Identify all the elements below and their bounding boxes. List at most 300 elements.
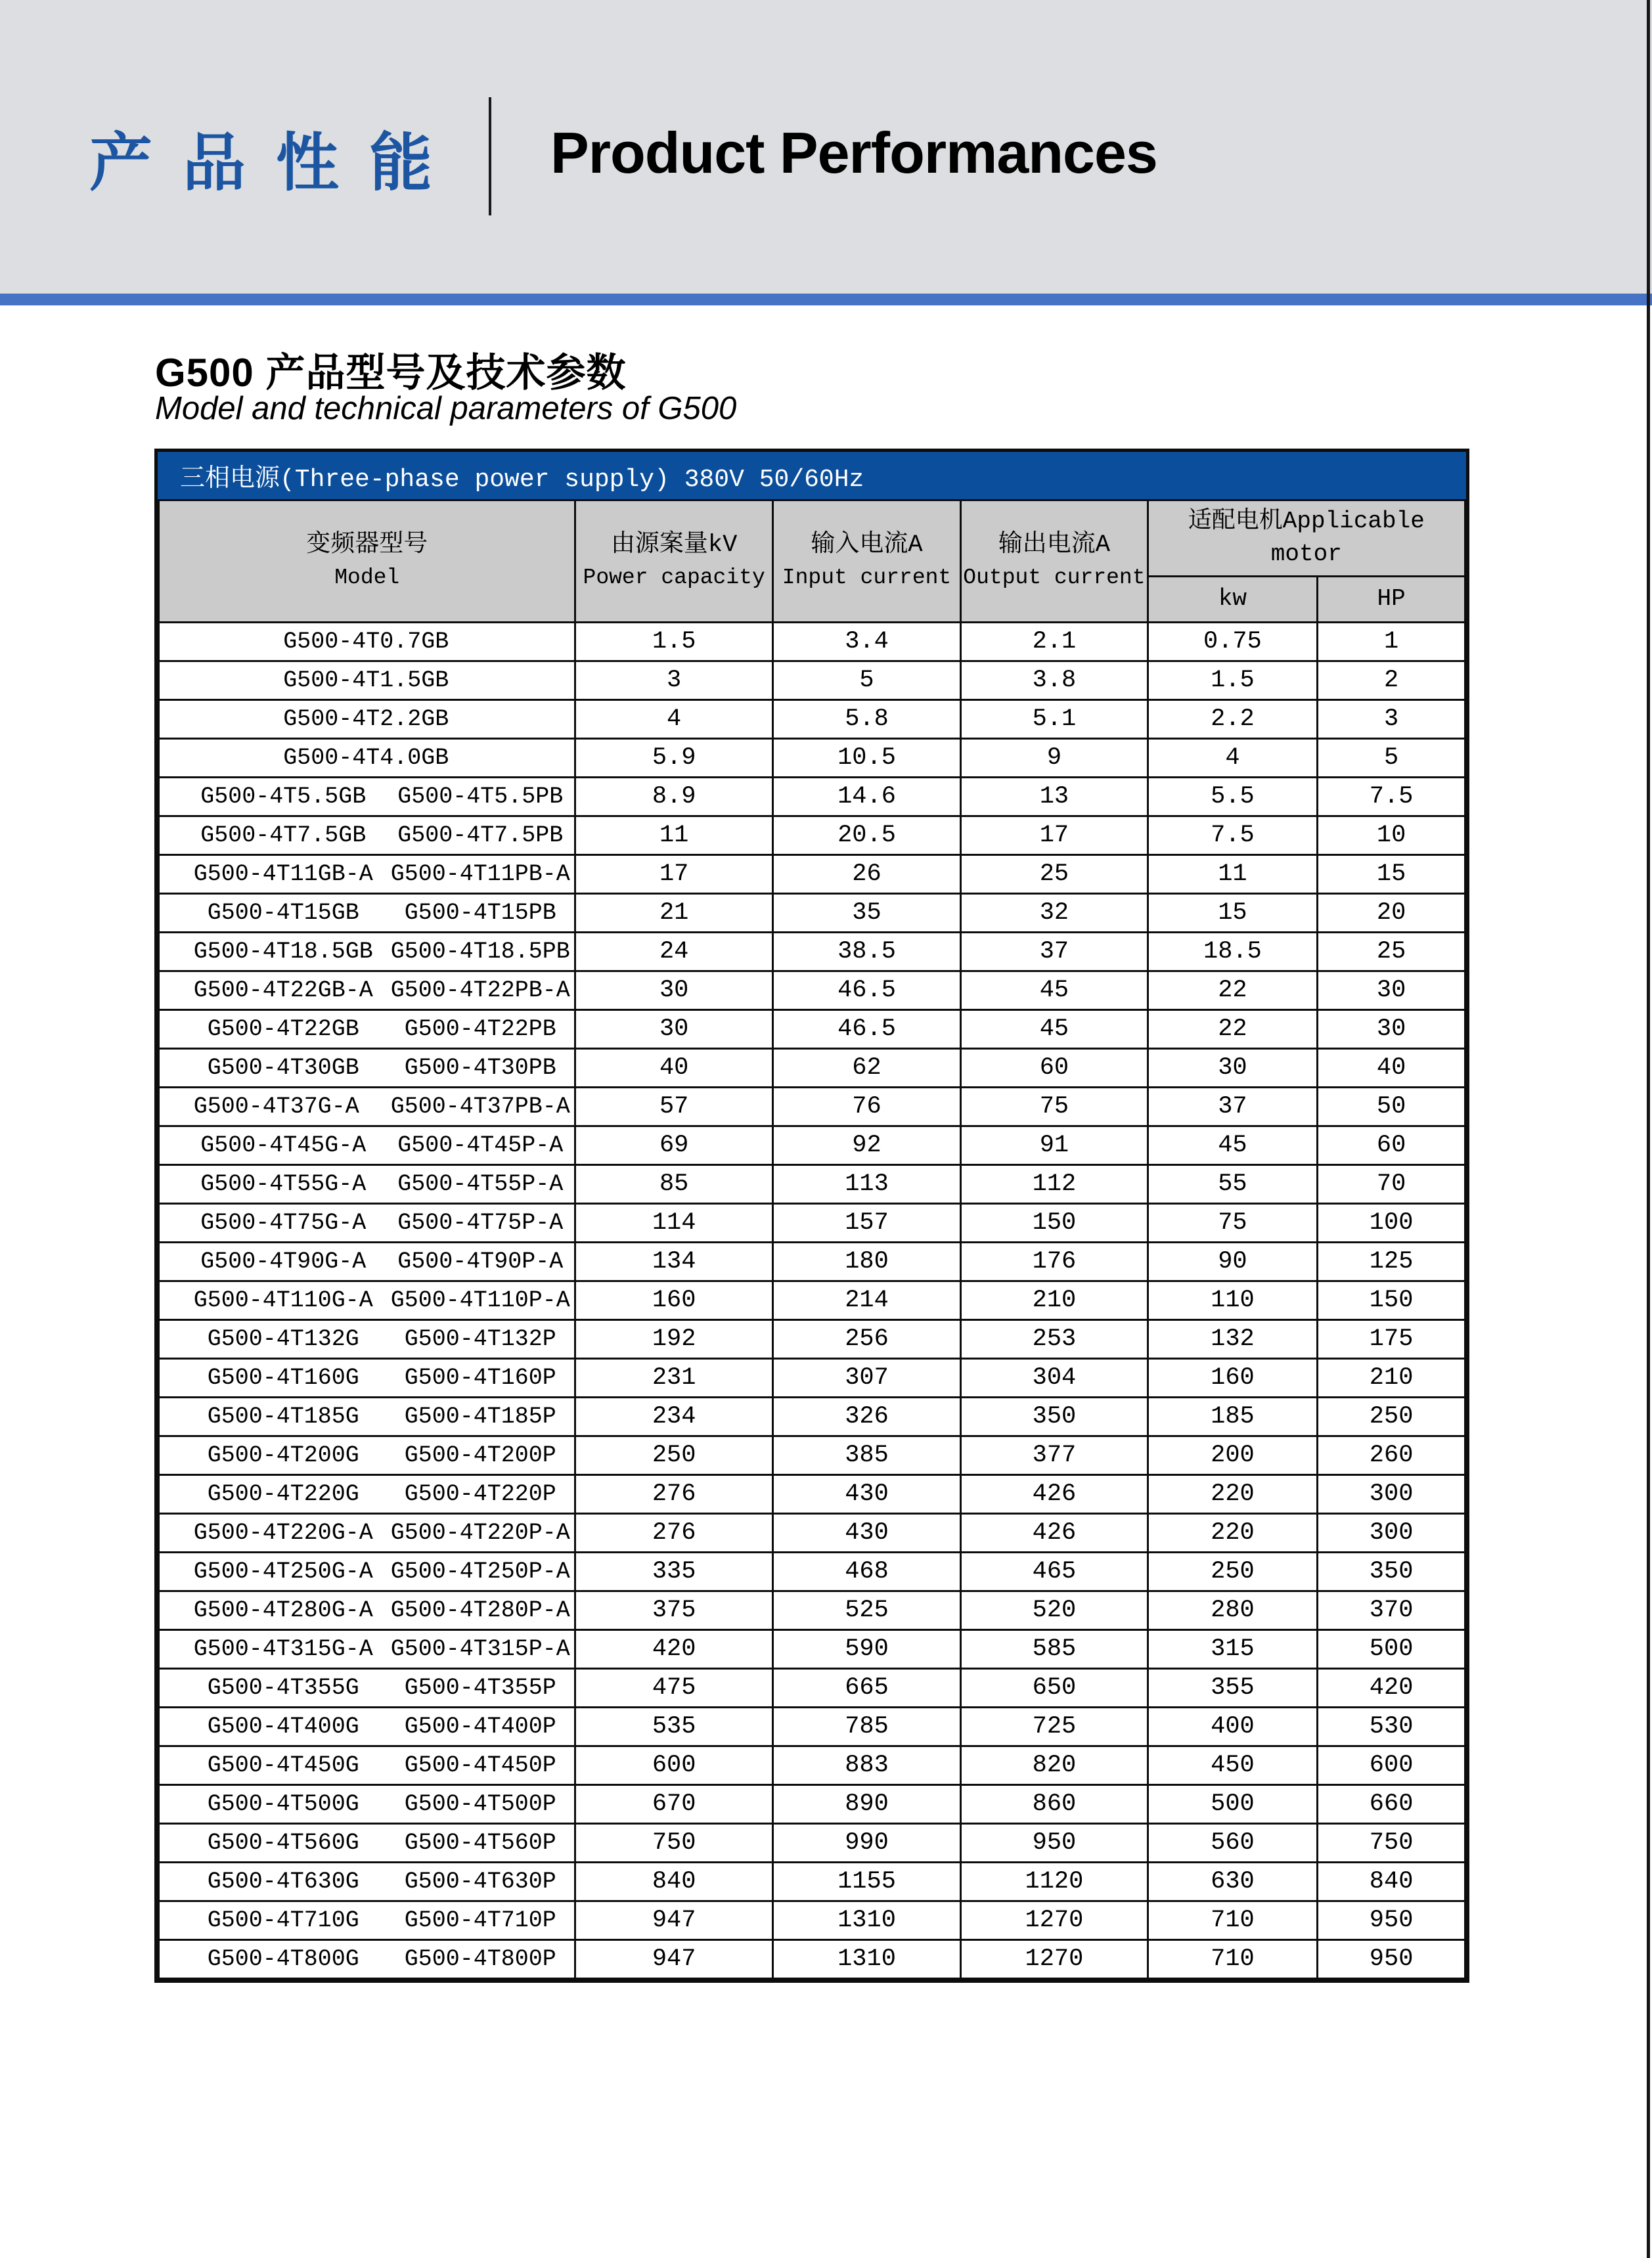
model-secondary: G500-4T5.5PB [397, 783, 564, 810]
accent-bar [0, 294, 1652, 305]
hp-value-cell: 20 [1318, 893, 1465, 932]
model-primary: G500-4T200G [207, 1442, 359, 1469]
hp-value-cell: 370 [1318, 1591, 1465, 1629]
model-cell [159, 1707, 575, 1746]
kw-value-cell: 15 [1148, 893, 1318, 932]
kw-value-cell: 30 [1148, 1048, 1318, 1087]
hp-value-cell: 2 [1318, 661, 1465, 699]
col-header-input-cn: 输入电流A [811, 531, 923, 560]
model-secondary: G500-4T55P-A [397, 1170, 564, 1197]
kw-value-cell: 1.5 [1148, 661, 1318, 699]
col-header-applicable-motor: 适配电机Applicable motor [1148, 500, 1465, 577]
output-value-cell: 585 [961, 1629, 1148, 1668]
model-secondary: G500-4T22PB-A [390, 977, 570, 1004]
model-cell [159, 1048, 575, 1087]
output-value-cell: 1270 [961, 1901, 1148, 1939]
model-cell [159, 1746, 575, 1784]
power-value-cell: 4 [575, 699, 772, 738]
input-value-cell: 326 [772, 1397, 960, 1436]
model-primary: G500-4T280G-A [193, 1597, 373, 1624]
model-primary: G500-4T160G [207, 1364, 359, 1391]
model-secondary: G500-4T315P-A [390, 1635, 570, 1662]
hp-value-cell: 300 [1318, 1513, 1465, 1552]
table-row [159, 1591, 1465, 1629]
hp-value-cell: 125 [1318, 1242, 1465, 1281]
input-value-cell: 157 [772, 1203, 960, 1242]
output-value-cell: 820 [961, 1746, 1148, 1784]
kw-value-cell: 250 [1148, 1552, 1318, 1591]
table-row [159, 1319, 1465, 1358]
table-row [159, 1823, 1465, 1862]
model-secondary: G500-4T22PB [404, 1015, 556, 1042]
model-cell [159, 854, 575, 893]
model-secondary: G500-4T30PB [404, 1054, 556, 1081]
model-primary: G500-4T132G [207, 1325, 359, 1352]
input-value-cell: 468 [772, 1552, 960, 1591]
table-row [159, 1901, 1465, 1939]
kw-value-cell: 160 [1148, 1358, 1318, 1397]
section-title: G500 产品型号及技术参数 [155, 351, 627, 395]
model-cell [159, 1668, 575, 1707]
table-row [159, 661, 1465, 699]
col-header-power-en: Power capacity [583, 565, 765, 590]
table-row [159, 699, 1465, 738]
col-header-hp: HP [1318, 576, 1465, 622]
model-primary: G500-4T500G [207, 1790, 359, 1817]
spec-table [158, 499, 1466, 1980]
model-primary: G500-4T2.2GB [283, 705, 449, 732]
hp-value-cell: 70 [1318, 1164, 1465, 1203]
hp-value-cell: 100 [1318, 1203, 1465, 1242]
model-secondary: G500-4T630P [404, 1868, 556, 1895]
power-value-cell: 375 [575, 1591, 772, 1629]
kw-value-cell: 11 [1148, 854, 1318, 893]
power-value-cell: 3 [575, 661, 772, 699]
col-header-output-cn: 输出电流A [998, 531, 1111, 560]
model-cell [159, 1862, 575, 1901]
input-value-cell: 256 [772, 1319, 960, 1358]
power-value-cell: 24 [575, 932, 772, 971]
input-value-cell: 665 [772, 1668, 960, 1707]
power-value-cell: 947 [575, 1901, 772, 1939]
table-row [159, 893, 1465, 932]
model-secondary: G500-4T560P [404, 1829, 556, 1856]
model-secondary: G500-4T132P [404, 1325, 556, 1352]
output-value-cell: 17 [961, 816, 1148, 854]
model-secondary: G500-4T355P [404, 1674, 556, 1701]
model-secondary: G500-4T185P [404, 1403, 556, 1430]
input-value-cell: 1310 [772, 1901, 960, 1939]
power-value-cell: 420 [575, 1629, 772, 1668]
kw-value-cell: 2.2 [1148, 699, 1318, 738]
output-value-cell: 9 [961, 738, 1148, 777]
model-cell [159, 1513, 575, 1552]
output-value-cell: 45 [961, 1009, 1148, 1048]
model-secondary: G500-4T200P [404, 1442, 556, 1469]
kw-value-cell: 90 [1148, 1242, 1318, 1281]
model-secondary: G500-4T220P-A [390, 1519, 570, 1546]
power-value-cell: 1.5 [575, 622, 772, 661]
hp-value-cell: 30 [1318, 971, 1465, 1009]
table-row [159, 1126, 1465, 1164]
kw-value-cell: 220 [1148, 1513, 1318, 1552]
power-value-cell: 5.9 [575, 738, 772, 777]
title-divider [489, 97, 491, 215]
hp-value-cell: 60 [1318, 1126, 1465, 1164]
model-cell [159, 893, 575, 932]
input-value-cell: 5.8 [772, 699, 960, 738]
output-value-cell: 176 [961, 1242, 1148, 1281]
model-cell [159, 971, 575, 1009]
hp-value-cell: 7.5 [1318, 777, 1465, 816]
hp-value-cell: 25 [1318, 932, 1465, 971]
spec-table-header [159, 500, 1465, 623]
table-row [159, 1164, 1465, 1203]
output-value-cell: 25 [961, 854, 1148, 893]
model-primary: G500-4T400G [207, 1713, 359, 1740]
output-value-cell: 426 [961, 1513, 1148, 1552]
input-value-cell: 14.6 [772, 777, 960, 816]
hp-value-cell: 1 [1318, 622, 1465, 661]
input-value-cell: 20.5 [772, 816, 960, 854]
output-value-cell: 520 [961, 1591, 1148, 1629]
kw-value-cell: 7.5 [1148, 816, 1318, 854]
kw-value-cell: 500 [1148, 1784, 1318, 1823]
model-cell [159, 1629, 575, 1668]
model-cell [159, 1436, 575, 1474]
model-cell [159, 1319, 575, 1358]
kw-value-cell: 450 [1148, 1746, 1318, 1784]
power-value-cell: 57 [575, 1087, 772, 1126]
table-row [159, 1862, 1465, 1901]
table-row [159, 971, 1465, 1009]
power-supply-band: 三相电源(Three-phase power supply) 380V 50/60Hz [158, 452, 1466, 499]
input-value-cell: 525 [772, 1591, 960, 1629]
power-value-cell: 276 [575, 1474, 772, 1513]
output-value-cell: 45 [961, 971, 1148, 1009]
input-value-cell: 430 [772, 1474, 960, 1513]
model-primary: G500-4T45G-A [200, 1132, 367, 1159]
model-cell [159, 1901, 575, 1939]
power-value-cell: 11 [575, 816, 772, 854]
power-value-cell: 17 [575, 854, 772, 893]
power-value-cell: 21 [575, 893, 772, 932]
power-value-cell: 192 [575, 1319, 772, 1358]
model-cell [159, 738, 575, 777]
model-secondary: G500-4T37PB-A [390, 1093, 570, 1120]
input-value-cell: 1155 [772, 1862, 960, 1901]
model-cell [159, 1784, 575, 1823]
model-cell [159, 1552, 575, 1591]
power-value-cell: 134 [575, 1242, 772, 1281]
hp-value-cell: 3 [1318, 699, 1465, 738]
model-secondary: G500-4T800P [404, 1945, 556, 1972]
model-primary: G500-4T7.5GB [200, 822, 367, 849]
table-row [159, 1281, 1465, 1319]
col-header-output-en: Output current [963, 565, 1146, 590]
model-cell [159, 1474, 575, 1513]
input-value-cell: 214 [772, 1281, 960, 1319]
col-header-model-cn: 变频器型号 [306, 531, 428, 560]
power-value-cell: 840 [575, 1862, 772, 1901]
kw-value-cell: 132 [1148, 1319, 1318, 1358]
page-title-cn: 产品性能 [89, 128, 462, 198]
hp-value-cell: 420 [1318, 1668, 1465, 1707]
table-row [159, 1939, 1465, 1978]
hp-value-cell: 30 [1318, 1009, 1465, 1048]
input-value-cell: 890 [772, 1784, 960, 1823]
input-value-cell: 883 [772, 1746, 960, 1784]
model-cell [159, 1164, 575, 1203]
power-value-cell: 335 [575, 1552, 772, 1591]
kw-value-cell: 315 [1148, 1629, 1318, 1668]
model-primary: G500-4T22GB-A [193, 977, 373, 1004]
model-primary: G500-4T560G [207, 1829, 359, 1856]
table-row [159, 622, 1465, 661]
model-secondary: G500-4T710P [404, 1907, 556, 1934]
model-primary: G500-4T55G-A [200, 1170, 367, 1197]
model-primary: G500-4T30GB [207, 1054, 359, 1081]
table-row [159, 1087, 1465, 1126]
output-value-cell: 950 [961, 1823, 1148, 1862]
model-cell [159, 699, 575, 738]
output-value-cell: 91 [961, 1126, 1148, 1164]
hp-value-cell: 250 [1318, 1397, 1465, 1436]
hp-value-cell: 40 [1318, 1048, 1465, 1087]
model-secondary: G500-4T160P [404, 1364, 556, 1391]
table-row [159, 1048, 1465, 1087]
model-primary: G500-4T710G [207, 1907, 359, 1934]
model-cell [159, 816, 575, 854]
model-primary: G500-4T15GB [207, 899, 359, 926]
power-value-cell: 69 [575, 1126, 772, 1164]
output-value-cell: 112 [961, 1164, 1148, 1203]
kw-value-cell: 22 [1148, 971, 1318, 1009]
power-value-cell: 276 [575, 1513, 772, 1552]
kw-value-cell: 355 [1148, 1668, 1318, 1707]
model-cell [159, 1087, 575, 1126]
table-row [159, 1784, 1465, 1823]
model-primary: G500-4T800G [207, 1945, 359, 1972]
spec-table-body [159, 622, 1465, 1978]
input-value-cell: 385 [772, 1436, 960, 1474]
model-cell [159, 1591, 575, 1629]
power-value-cell: 30 [575, 1009, 772, 1048]
model-cell [159, 661, 575, 699]
input-value-cell: 62 [772, 1048, 960, 1087]
model-secondary: G500-4T7.5PB [397, 822, 564, 849]
model-secondary: G500-4T15PB [404, 899, 556, 926]
model-secondary: G500-4T450P [404, 1752, 556, 1779]
input-value-cell: 26 [772, 854, 960, 893]
model-primary: G500-4T5.5GB [200, 783, 367, 810]
output-value-cell: 150 [961, 1203, 1148, 1242]
table-row [159, 1397, 1465, 1436]
hp-value-cell: 10 [1318, 816, 1465, 854]
hp-value-cell: 660 [1318, 1784, 1465, 1823]
table-row [159, 1242, 1465, 1281]
hp-value-cell: 50 [1318, 1087, 1465, 1126]
model-secondary: G500-4T11PB-A [390, 860, 570, 887]
model-cell [159, 777, 575, 816]
col-header-input-current [772, 500, 960, 623]
table-row [159, 1436, 1465, 1474]
kw-value-cell: 710 [1148, 1901, 1318, 1939]
hp-value-cell: 260 [1318, 1436, 1465, 1474]
kw-value-cell: 45 [1148, 1126, 1318, 1164]
model-primary: G500-4T37G-A [193, 1093, 359, 1120]
power-value-cell: 40 [575, 1048, 772, 1087]
model-primary: G500-4T11GB-A [193, 860, 373, 887]
output-value-cell: 2.1 [961, 622, 1148, 661]
output-value-cell: 3.8 [961, 661, 1148, 699]
output-value-cell: 210 [961, 1281, 1148, 1319]
model-secondary: G500-4T90P-A [397, 1248, 564, 1275]
kw-value-cell: 200 [1148, 1436, 1318, 1474]
input-value-cell: 38.5 [772, 932, 960, 971]
power-value-cell: 30 [575, 971, 772, 1009]
section-subtitle: Model and technical parameters of G500 [155, 391, 737, 426]
hp-value-cell: 950 [1318, 1939, 1465, 1978]
model-secondary: G500-4T45P-A [397, 1132, 564, 1159]
kw-value-cell: 560 [1148, 1823, 1318, 1862]
model-primary: G500-4T110G-A [193, 1287, 373, 1314]
model-primary: G500-4T1.5GB [283, 667, 449, 694]
table-row [159, 932, 1465, 971]
input-value-cell: 785 [772, 1707, 960, 1746]
col-header-power-cn: 由源案量kV [610, 531, 738, 560]
output-value-cell: 650 [961, 1668, 1148, 1707]
model-primary: G500-4T220G-A [193, 1519, 373, 1546]
input-value-cell: 113 [772, 1164, 960, 1203]
kw-value-cell: 110 [1148, 1281, 1318, 1319]
power-value-cell: 670 [575, 1784, 772, 1823]
model-primary: G500-4T220G [207, 1480, 359, 1507]
power-value-cell: 114 [575, 1203, 772, 1242]
model-primary: G500-4T355G [207, 1674, 359, 1701]
kw-value-cell: 710 [1148, 1939, 1318, 1978]
table-row [159, 738, 1465, 777]
input-value-cell: 1310 [772, 1939, 960, 1978]
power-value-cell: 250 [575, 1436, 772, 1474]
col-header-output-current [961, 500, 1148, 623]
kw-value-cell: 630 [1148, 1862, 1318, 1901]
col-header-input-en: Input current [782, 565, 952, 590]
model-cell [159, 622, 575, 661]
model-primary: G500-4T0.7GB [283, 628, 449, 655]
table-row [159, 1552, 1465, 1591]
hp-value-cell: 150 [1318, 1281, 1465, 1319]
table-row [159, 816, 1465, 854]
input-value-cell: 307 [772, 1358, 960, 1397]
hp-value-cell: 840 [1318, 1862, 1465, 1901]
table-row [159, 1746, 1465, 1784]
output-value-cell: 60 [961, 1048, 1148, 1087]
output-value-cell: 13 [961, 777, 1148, 816]
kw-value-cell: 55 [1148, 1164, 1318, 1203]
output-value-cell: 5.1 [961, 699, 1148, 738]
kw-value-cell: 400 [1148, 1707, 1318, 1746]
table-row [159, 1668, 1465, 1707]
power-value-cell: 750 [575, 1823, 772, 1862]
power-value-cell: 535 [575, 1707, 772, 1746]
input-value-cell: 35 [772, 893, 960, 932]
input-value-cell: 5 [772, 661, 960, 699]
hp-value-cell: 210 [1318, 1358, 1465, 1397]
model-secondary: G500-4T75P-A [397, 1209, 564, 1236]
input-value-cell: 430 [772, 1513, 960, 1552]
hp-value-cell: 5 [1318, 738, 1465, 777]
table-row [159, 1707, 1465, 1746]
model-secondary: G500-4T220P [404, 1480, 556, 1507]
power-value-cell: 947 [575, 1939, 772, 1978]
output-value-cell: 32 [961, 893, 1148, 932]
output-value-cell: 725 [961, 1707, 1148, 1746]
power-value-cell: 600 [575, 1746, 772, 1784]
model-cell [159, 1203, 575, 1242]
model-secondary: G500-4T500P [404, 1790, 556, 1817]
input-value-cell: 46.5 [772, 971, 960, 1009]
hp-value-cell: 350 [1318, 1552, 1465, 1591]
input-value-cell: 180 [772, 1242, 960, 1281]
model-primary: G500-4T250G-A [193, 1558, 373, 1585]
input-value-cell: 76 [772, 1087, 960, 1126]
input-value-cell: 590 [772, 1629, 960, 1668]
kw-value-cell: 18.5 [1148, 932, 1318, 971]
output-value-cell: 75 [961, 1087, 1148, 1126]
kw-value-cell: 37 [1148, 1087, 1318, 1126]
output-value-cell: 253 [961, 1319, 1148, 1358]
kw-value-cell: 75 [1148, 1203, 1318, 1242]
model-secondary: G500-4T18.5PB [390, 938, 570, 965]
model-primary: G500-4T22GB [207, 1015, 359, 1042]
col-header-power-capacity [575, 500, 772, 623]
model-primary: G500-4T4.0GB [283, 744, 449, 771]
output-value-cell: 1270 [961, 1939, 1148, 1978]
model-secondary: G500-4T280P-A [390, 1597, 570, 1624]
kw-value-cell: 185 [1148, 1397, 1318, 1436]
model-cell [159, 1939, 575, 1978]
output-value-cell: 350 [961, 1397, 1148, 1436]
power-value-cell: 160 [575, 1281, 772, 1319]
output-value-cell: 37 [961, 932, 1148, 971]
hp-value-cell: 530 [1318, 1707, 1465, 1746]
power-value-cell: 85 [575, 1164, 772, 1203]
table-row [159, 777, 1465, 816]
input-value-cell: 92 [772, 1126, 960, 1164]
output-value-cell: 465 [961, 1552, 1148, 1591]
spec-table-wrap [154, 449, 1469, 1983]
model-cell [159, 1823, 575, 1862]
model-cell [159, 1126, 575, 1164]
model-secondary: G500-4T250P-A [390, 1558, 570, 1585]
power-value-cell: 8.9 [575, 777, 772, 816]
model-primary: G500-4T315G-A [193, 1635, 373, 1662]
col-header-model [159, 500, 575, 623]
input-value-cell: 3.4 [772, 622, 960, 661]
table-row [159, 1009, 1465, 1048]
kw-value-cell: 280 [1148, 1591, 1318, 1629]
model-primary: G500-4T185G [207, 1403, 359, 1430]
col-header-model-en: Model [334, 565, 400, 590]
model-secondary: G500-4T110P-A [390, 1287, 570, 1314]
model-cell [159, 1397, 575, 1436]
top-banner [0, 0, 1652, 294]
page-title-en: Product Performances [550, 120, 1157, 185]
kw-value-cell: 220 [1148, 1474, 1318, 1513]
input-value-cell: 990 [772, 1823, 960, 1862]
input-value-cell: 46.5 [772, 1009, 960, 1048]
